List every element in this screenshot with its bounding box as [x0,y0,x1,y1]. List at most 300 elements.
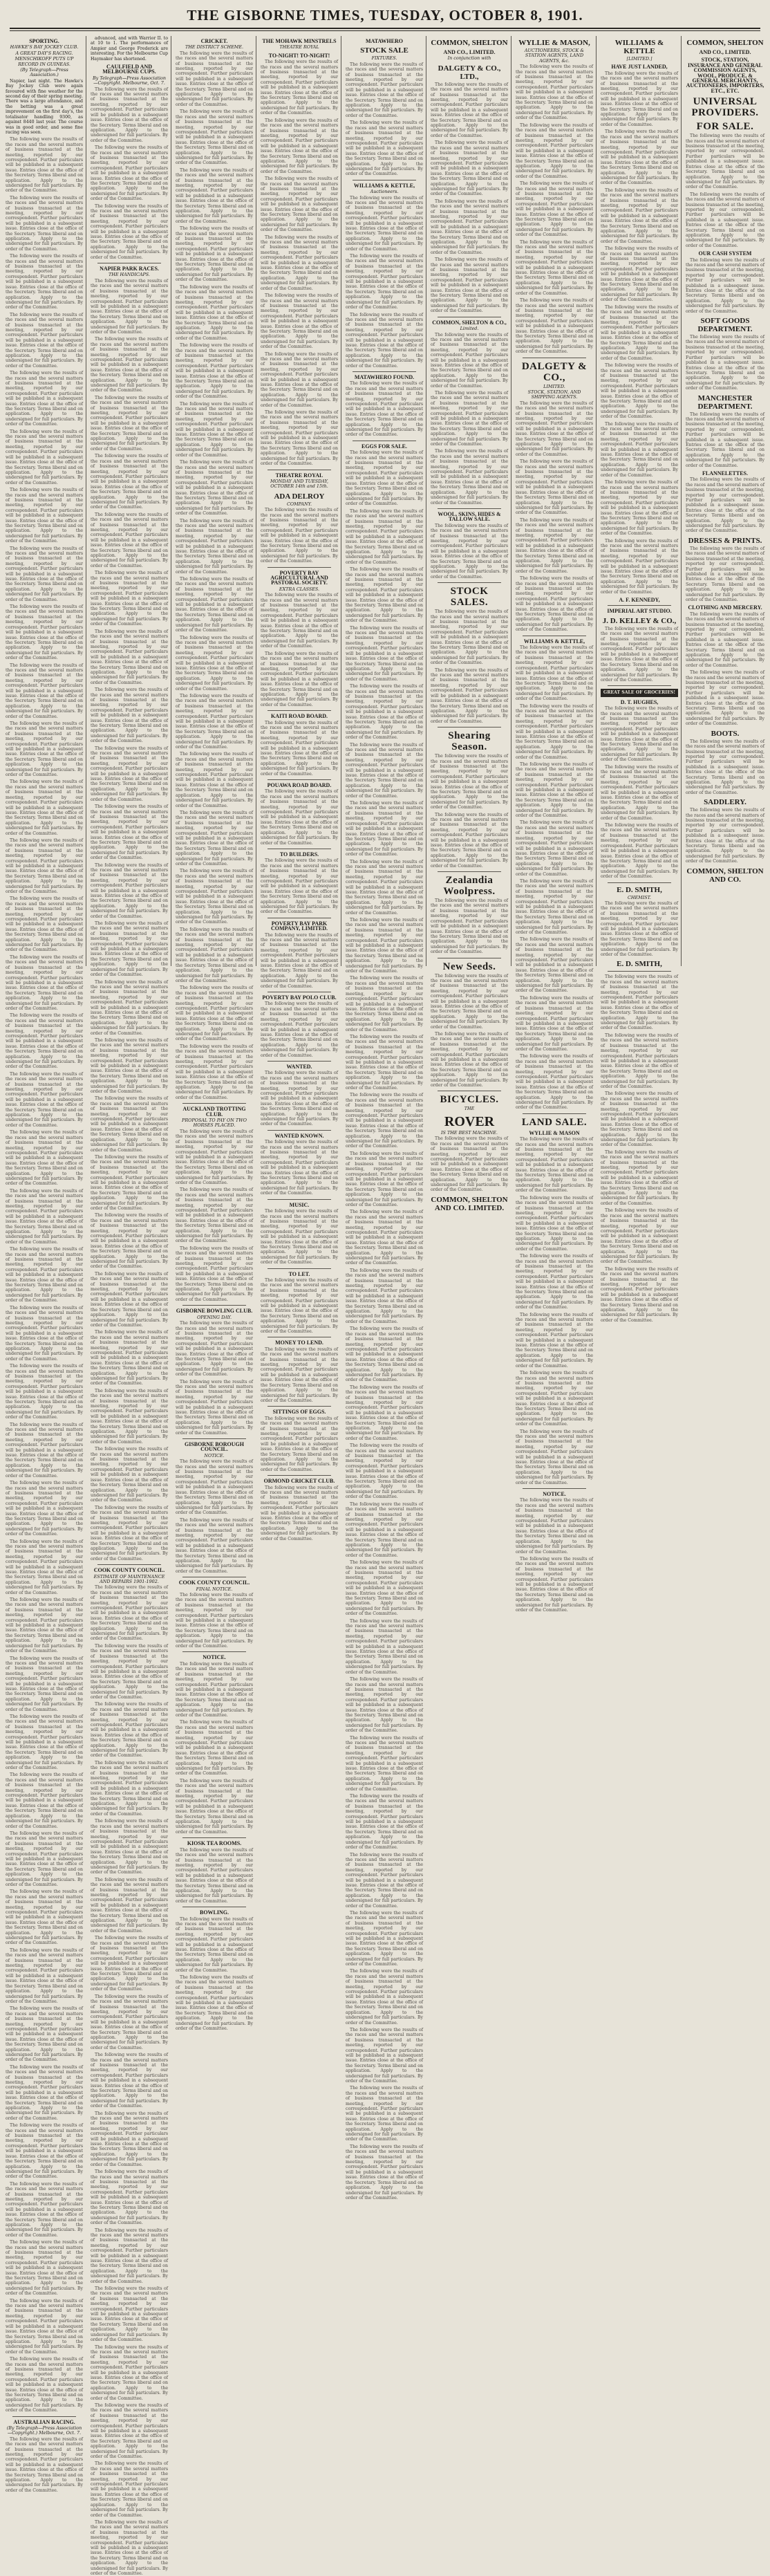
article-text: The following were the results of the races and the several matters of business transacted at the meeting, reported by our correspondent. Further particulars will be published in a subsequent issue. Entries close at the office of the Secretary. Terms liberal and on application. Apply to the undersigned for full particulars. By order of the Committee. [6,1597,83,1654]
section-heading: EGGS FOR SALE. [361,443,407,450]
section-rule [438,582,501,583]
article-text: The following were the results of the races and the several matters of business transacted at the meeting, reported by our correspondent. Further particulars will be published in a subsequent issue. Entries close at the office of the Secretary. Terms liberal and on application. Apply to the undersigned for full particulars. By order of the Committee. [516,1556,593,1613]
section-subheading: FINAL NOTICE. [196,1586,233,1592]
section-heading: COOK COUNTY COUNCIL. [178,1579,250,1586]
article-text: The following were the results of the races and the several matters of business transacted at the meeting, reported by our correspondent. Further particulars will be published in a subsequent issue. Entries close at the office of the Secretary. Terms liberal and on application. Apply to the undersigned for full particulars. By order of the Committee. [176,752,253,808]
section-subheading: THE DISTRICT SCHEME. [185,44,244,50]
article-text: The following were the results of the races and the several matters of business transacted at the meeting, reported by our correspondent. Further particulars will be published in a subsequent issue. Entries close at the office of the Secretary. Terms liberal and on application. Apply to the undersigned for full particulars. By order of the Committee. [346,1969,423,2026]
section-rule [608,971,671,972]
article-text: The following were the results of the races and the several matters of business transacted at the meeting, reported by our correspondent. Further particulars will be published in a subsequent issue. Entries close at the office of the Secretary. Terms liberal and on application. Apply to the undersigned for full particulars. By order of the Committee. [261,1346,338,1403]
article-text: The following were the results of the races and the several matters of business transacted at the meeting, reported by our correspondent. Further particulars will be published in a subsequent issue. Entries close at the office of the Secretary. Terms liberal and on application. Apply to the undersigned for full particulars. By order of the Committee. [516,1195,593,1252]
article-text: The following were the results of the races and the several matters of business transacted at the meeting, reported by our correspondent. Further particulars will be published in a subsequent issue. Entries close at the office of the Secretary. Terms liberal and on application. Apply to the undersigned for full particulars. By order of the Committee. [261,293,338,350]
article-text: The following were the results of the races and the several matters of business transacted at the meeting, reported by our correspondent. Further particulars will be published in a subsequent issue. Entries close at the office of the Secretary. Terms liberal and on application. Apply to the undersigned for full particulars. By order of the Committee. [346,2086,423,2142]
article-text: The following were the results of the races and the several matters of business transacted at the meeting, reported by our correspondent. Further particulars will be published in a subsequent issue. Entries close at the office of the Secretary. Terms liberal and on application. Apply to the undersigned for full particulars. By order of the Committee. [91,1585,168,1642]
article-text: The following were the results of the races and the several matters of business transacted at the meeting, reported by our correspondent. Further particulars will be published in a subsequent issue. Entries close at the office of the Secretary. Terms liberal and on application. Apply to the undersigned for full particulars. By order of the Committee. [346,62,423,118]
article-text: The following were the results of the races and the several matters of business transacted at the meeting, reported by our correspondent. Further particulars will be published in a subsequent issue. Entries close at the office of the Secretary. Terms liberal and on application. Apply to the undersigned for full particulars. By order of the Committee. [601,187,678,244]
article-text: The following were the results of the races and the several matters of business transacted at the meeting, reported by our correspondent. Further particulars will be published in a subsequent issue. Entries close at the office of the Secretary. Terms liberal and on application. Apply to the undersigned for full particulars. By order of the Committee. [6,488,83,544]
article-text: The following were the results of the races and the several matters of business transacted at the meeting, reported by our correspondent. Further particulars will be published in a subsequent issue. Entries close at the office of the Secretary. Terms liberal and on application. Apply to the undersigned for full particulars. By order of the Committee. [176,1459,253,1516]
article-text: The following were the results of the races and the several matters of business transacted at the meeting, reported by our correspondent. Further particulars will be published in a subsequent issue. Entries close at the office of the Secretary. Terms liberal and on application. Apply to the undersigned for full particulars. By order of the Committee. [346,567,423,624]
article-text: The following were the results of the races and the several matters of business transacted at the meeting, reported by our correspondent. Further particulars will be published in a subsequent issue. Entries close at the office of the Secretary. Terms liberal and on application. Apply to the undersigned for full particulars. By order of the Committee. [91,979,168,1036]
section-subheading: IS THE BEST MACHINE. [441,1129,498,1136]
article-text: The following were the results of the races and the several matters of business transacted at the meeting, reported by our correspondent. Further particulars will be published in a subsequent issue. Entries close at the office of the Secretary. Terms liberal and on application. Apply to the undersigned for full particulars. By order of the Committee. [91,2461,168,2518]
article-text: The following were the results of the races and the several matters of business transacted at the meeting, reported by our correspondent. Further particulars will be published in a subsequent issue. Entries close at the office of the Secretary. Terms liberal and on application. Apply to the undersigned for full particulars. By order of the Committee. [91,1994,168,2050]
article-text: The following were the results of the races and the several matters of business transacted at the meeting, reported by our correspondent. Further particulars will be published in a subsequent issue. Entries close at the office of the Secretary. Terms liberal and on application. Apply to the undersigned for full particulars. By order of the Committee. [176,109,253,166]
section-heading: SITTINGS OF EGGS. [272,1409,326,1416]
ad-subheading: CHEMIST. [628,894,651,900]
article-text: The following were the results of the races and the several matters of business transacted at the meeting, reported by our correspondent. Further particulars will be published in a subsequent issue. Entries close at the office of the Secretary. Terms liberal and on application. Apply to the undersigned for full particulars. By order of the Committee. [516,576,593,633]
article-text: The following were the results of the races and the several matters of business transacted at the meeting, reported by our correspondent. Further particulars will be published in a subsequent issue. Entries close at the office of the Secretary. Terms liberal and on application. Apply to the undersigned for full particulars. By order of the Committee. [431,812,508,869]
article-text: The following were the results of the races and the several matters of business transacted at the meeting, reported by our correspondent. Further particulars will be published in a subsequent issue. Entries close at the office of the Secretary. Terms liberal and on application. Apply to the undersigned for full particulars. By order of the Committee. [91,745,168,802]
section-heading: NAPIER PARK RACES. [100,266,159,272]
section-heading: POVERTY BAY AGRICULTURAL AND PASTORAL SOCIETY. [270,569,328,586]
article-text: The following were the results of the races and the several matters of business transacted at the meeting, reported by our correspondent. Further particulars will be published in a subsequent issue. Entries close at the office of the Secretary. Terms liberal and on application. Apply to the undersigned for full particulars. By order of the Committee. [261,651,338,707]
section-rule [523,1113,586,1114]
article-text: The following were the results of the races and the several matters of business transacted at the meeting, reported by our correspondent. Further particulars will be published in a subsequent issue. Entries close at the office of the Secretary. Terms liberal and on application. Apply to the undersigned for full particulars. By order of the Committee. [6,1364,83,1420]
article-text: The following were the results of the races and the several matters of business transacted at the meeting, reported by our correspondent. Further particulars will be published in a subsequent issue. Entries close at the office of the Secretary. Terms liberal and on application. Apply to the undersigned for full particulars. By order of the Committee. [516,239,593,296]
section-subheading: A GREAT DAY'S RACING. [15,50,73,56]
section-rule [182,1438,246,1439]
article-text: The following were the results of the races and the several matters of business transacted at the meeting, reported by our correspondent. Further particulars will be published in a subsequent issue. Entries close at the office of the Secretary. Terms liberal and on application. Apply to the undersigned for full particulars. By order of the Committee. [176,1661,253,1718]
article-text: The following were the results of the races and the several matters of business transacted at the meeting, reported by our correspondent. Further particulars will be published in a subsequent issue. Entries close at the office of the Secretary. Terms liberal and on application. Apply to the undersigned for full particulars. By order of the Committee. [6,604,83,661]
ad-heading: SOFT GOODS DEPARTMENT. [697,317,753,334]
article-text: The following were the results of the races and the several matters of business transacted at the meeting, reported by our correspondent. Further particulars will be published in a subsequent issue. Entries close at the office of the Secretary. Terms liberal and on application. Apply to the undersigned for full particulars. By order of the Committee. [176,1916,253,1973]
section-heading: GISBORNE BOWLING CLUB. [176,1308,253,1315]
article-text: The following were the results of the races and the several matters of business transacted at the meeting, reported by our correspondent. Further particulars will be published in a subsequent issue. Entries close at the office of the Secretary. Terms liberal and on application. Apply to the undersigned for full particulars. By order of the Committee. [346,742,423,799]
ad-heading: FLANNELETTES. [702,470,749,476]
section-subheading: OPENING DAY. [197,1314,232,1320]
article-text: The following were the results of the races and the several matters of business transacted at the meeting, reported by our correspondent. Further particulars will be published in a subsequent issue. Entries close at the office of the Secretary. Terms liberal and on application. Apply to the undersigned for full particulars. By order of the Committee. [601,480,678,537]
article-text: The following were the results of the races and the several matters of business transacted at the meeting, reported by our correspondent. Further particulars will be published in a subsequent issue. Entries close at the office of the Secretary. Terms liberal and on application. Apply to the undersigned for full particulars. By order of the Committee. [346,120,423,177]
article-text: The following were the results of the races and the several matters of business transacted at the meeting, reported by our correspondent. Further particulars will be published in a subsequent issue. Entries close at the office of the Secretary. Terms liberal and on application. Apply to the undersigned for full particulars. By order of the Committee. [6,195,83,252]
article-text: The following were the results of the races and the several matters of business transacted at the meeting, reported by our correspondent. Further particulars will be published in a subsequent issue. Entries close at the office of the Secretary. Terms liberal and on application. Apply to the undersigned for full particulars. By order of the Committee. [91,86,168,143]
section-rule [608,882,671,883]
article-text: The following were the results of the races and the several matters of business transacted at the meeting, reported by our correspondent. Further particulars will be published in a subsequent issue. Entries close at the office of the Secretary. Terms liberal and on application. Apply to the undersigned for full particulars. By order of the Committee. [431,332,508,389]
section-rule [438,508,501,509]
ad-heading: IMPERIAL ART STUDIO. [607,608,672,615]
article-text: The following were the results of the races and the several matters of business transacted at the meeting, reported by our correspondent. Further particulars will be published in a subsequent issue. Entries close at the office of the Secretary. Terms liberal and on application. Apply to the undersigned for full particulars. By order of the Committee. [516,400,593,457]
article-text: The following were the results of the races and the several matters of business transacted at the meeting, reported by our correspondent. Further particulars will be published in a subsequent issue. Entries close at the office of the Secretary. Terms liberal and on application. Apply to the undersigned for full particulars. By order of the Committee. [346,254,423,311]
ad-heading: WILLIAMS & KETTLE [614,39,664,55]
ad-subheading: AUCTIONEERS, STOCK & STATION AGENTS, LAND AGENTS, &c. [524,48,585,64]
article-text: The following were the results of the races and the several matters of business transacted at the meeting, reported by our correspondent. Further particulars will be published in a subsequent issue. Entries close at the office of the Secretary. Terms liberal and on application. Apply to the undersigned for full particulars. By order of the Committee. [346,450,423,507]
article-text: The following were the results of the races and the several matters of business transacted at the meeting, reported by our correspondent. Further particulars will be published in a subsequent issue. Entries close at the office of the Secretary. Terms liberal and on application. Apply to the undersigned for full particulars. By order of the Committee. [431,257,508,314]
column-cricket [176,36,253,2032]
section-rule [267,1475,331,1476]
article-text: The following were the results of the races and the several matters of business transacted at the meeting, reported by our correspondent. Further particulars will be published in a subsequent issue. Entries close at the office of the Secretary. Terms liberal and on application. Apply to the undersigned for full particulars. By order of the Committee. [6,2181,83,2238]
article-text: The following were the results of the races and the several matters of business transacted at the meeting, reported by our correspondent. Further particulars will be published in a subsequent issue. Entries close at the office of the Secretary. Terms liberal and on application. Apply to the undersigned for full particulars. By order of the Committee. [601,626,678,683]
article-text: The following were the results of the races and the several matters of business transacted at the meeting, reported by our correspondent. Further particulars will be published in a subsequent issue. Entries close at the office of the Secretary. Terms liberal and on application. Apply to the undersigned for full particulars. By order of the Committee. [516,820,593,877]
ad-heading: Zealandia Woolpress. [443,875,496,898]
article-text: The following were the results of the races and the several matters of business transacted at the meeting, reported by our correspondent. Further particulars will be published in a subsequent issue. Entries close at the office of the Secretary. Terms liberal and on application. Apply to the undersigned for full particulars. By order of the Committee. [176,1778,253,1835]
article-text: The following were the results of the races and the several matters of business transacted at the meeting, reported by our correspondent. Further particulars will be published in a subsequent issue. Entries close at the office of the Secretary. Terms liberal and on application. Apply to the undersigned for full particulars. By order of the Committee. [346,1151,423,1207]
article-text: The following were the results of the races and the several matters of business transacted at the meeting, reported by our correspondent. Further particulars will be published in a subsequent issue. Entries close at the office of the Secretary. Terms liberal and on application. Apply to the undersigned for full particulars. By order of the Committee. [516,459,593,516]
column-williams-kettle [601,36,678,1323]
article-text: The following were the results of the races and the several matters of business transacted at the meeting, reported by our correspondent. Further particulars will be published in a subsequent issue. Entries close at the office of the Secretary. Terms liberal and on application. Apply to the undersigned for full particulars. By order of the Committee. [6,1889,83,1946]
article-text: The following were the results of the races and the several matters of business transacted at the meeting, reported by our correspondent. Further particulars will be published in a subsequent issue. Entries close at the office of the Secretary. Terms liberal and on application. Apply to the undersigned for full particulars. By order of the Committee. [346,1268,423,1324]
article-text: The following were the results of the races and the several matters of business transacted at the meeting, reported by our correspondent. Further particulars will be published in a subsequent issue. Entries close at the office of the Secretary. Terms liberal and on application. Apply to the undersigned for full particulars. By order of the Committee. [91,1760,168,1817]
article-text: The following were the results of the races and the several matters of business transacted at the meeting, reported by our correspondent. Further particulars will be published in a subsequent issue. Entries close at the office of the Secretary. Terms liberal and on application. Apply to the undersigned for full particulars. By order of the Committee. [431,1136,508,1193]
article-text: The following were the results of the races and the several matters of business transacted at the meeting, reported by our correspondent. Further particulars will be published in a subsequent issue. Entries close at the office of the Secretary. Terms liberal and on application. Apply to the undersigned for full particulars. By order of the Committee. [431,609,508,666]
section-subheading: THE [464,1106,475,1112]
article-text: The following were the results of the races and the several matters of business transacted at the meeting, reported by our correspondent. Further particulars will be published in a subsequent issue. Entries close at the office of the Secretary. Terms liberal and on application. Apply to the undersigned for full particulars. By order of the Committee. [431,390,508,447]
section-heading: WANTED. [286,1063,312,1070]
article-text: The following were the results of the races and the several matters of business transacted at the meeting, reported by our correspondent. Further particulars will be published in a subsequent issue. Entries close at the office of the Secretary. Terms liberal and on application. Apply to the undersigned for full particulars. By order of the Committee. [176,401,253,458]
article-text: The following were the results of the races and the several matters of business transacted at the meeting, reported by our correspondent. Further particulars will be published in a subsequent issue. Entries close at the office of the Secretary. Terms liberal and on application. Apply to the undersigned for full particulars. By order of the Committee. [431,523,508,580]
article-text: The following were the results of the races and the several matters of business transacted at the meeting, reported by our correspondent. Further particulars will be published in a subsequent issue. Entries close at the office of the Secretary. Terms liberal and on application. Apply to the undersigned for full particulars. By order of the Committee. [6,2006,83,2063]
article-text: The following were the results of the races and the several matters of business transacted at the meeting, reported by our correspondent. Further particulars will be published in a subsequent issue. Entries close at the office of the Secretary. Terms liberal and on application. Apply to the undersigned for full particulars. By order of the Committee. [516,1054,593,1111]
section-heading: NOTICE. [543,1491,566,1498]
article-text: The following were the results of the races and the several matters of business transacted at the meeting, reported by our correspondent. Further particulars will be published in a subsequent issue. Entries close at the office of the Secretary. Terms liberal and on application. Apply to the undersigned for full particulars. By order of the Committee. [261,118,338,174]
section-heading: AUSTRALIAN RACING. [13,2418,75,2425]
article-text: The following were the results of the races and the several matters of business transacted at the meeting, reported by our correspondent. Further particulars will be published in a subsequent issue. Entries close at the office of the Secretary. Terms liberal and on application. Apply to the undersigned for full particulars. By order of the Committee. [91,512,168,568]
section-subheading: PROPOSAL TO PAY ON TWO HORSES PLACED. [182,1118,247,1129]
article-text: The following were the results of the races and the several matters of business transacted at the meeting, reported by our correspondent. Further particulars will be published in a subsequent issue. Entries close at the office of the Secretary. Terms liberal and on application. Apply to the undersigned for full particulars. By order of the Committee. [91,1447,168,1503]
article-text: The following were the results of the races and the several matters of business transacted at the meeting, reported by our correspondent. Further particulars will be published in a subsequent issue. Entries close at the office of the Secretary. Terms liberal and on application. Apply to the undersigned for full particulars. By order of the Committee. [516,64,593,121]
article-text: The following were the results of the races and the several matters of business transacted at the meeting, reported by our correspondent. Further particulars will be published in a subsequent issue. Entries close at the office of the Secretary. Terms liberal and on application. Apply to the undersigned for full particulars. By order of the Committee. [6,429,83,485]
article-text: The following were the results of the races and the several matters of business transacted at the meeting, reported by our correspondent. Further particulars will be published in a subsequent issue. Entries close at the office of the Secretary. Terms liberal and on application. Apply to the undersigned for full particulars. By order of the Committee. [601,363,678,420]
article-text: The following were the results of the races and the several matters of business transacted at the meeting, reported by our correspondent. Further particulars will be published in a subsequent issue. Entries close at the office of the Secretary. Terms liberal and on application. Apply to the undersigned for full particulars. By order of the Committee. [91,2053,168,2109]
section-subheading: ESTIMATE OF MAINTENANCE AND REPAIRS 1901-1902. [93,1573,165,1584]
section-heading: MUSIC. [289,1201,310,1208]
ad-heading: A. F. KENNEDY, [619,597,660,604]
section-heading: BOWLING. [199,1909,229,1916]
article-text: The following were the results of the races and the several matters of business transacted at the meeting, reported by our correspondent. Further particulars will be published in a subsequent issue. Entries close at the office of the Secretary. Terms liberal and on application. Apply to the undersigned for full particulars. By order of the Committee. [346,1210,423,1266]
article-text: The following were the results of the races and the several matters of business transacted at the meeting, reported by our correspondent. Further particulars will be published in a subsequent issue. Entries close at the office of the Secretary. Terms liberal and on application. Apply to the undersigned for full particulars. By order of the Committee. [6,1247,83,1304]
article-text: The following were the results of the races and the several matters of business transacted at the meeting, reported by our correspondent. Further particulars will be published in a subsequent issue. Entries close at the office of the Secretary. Terms liberal and on application. Apply to the undersigned for full particulars. By order of the Committee. [346,625,423,682]
byline: (By Telegraph—Press Association—Copyright.) Melbourne, Oct. 7. [6,2425,82,2436]
section-subheading: HAWKE'S BAY JOCKEY CLUB. [10,44,79,50]
article-text: The following were the results of the races and the several matters of business transacted at the meeting, reported by our correspondent. Further particulars will be published in a subsequent issue. Entries close at the office of the Secretary. Terms liberal and on application. Apply to the undersigned for full particulars. By order of the Committee. [261,858,338,915]
article-text: The following were the results of the races and the several matters of business transacted at the meeting, reported by our correspondent. Further particulars will be published in a subsequent issue. Entries close at the office of the Secretary. Terms liberal and on application. Apply to the undersigned for full particulars. By order of the Committee. [601,538,678,595]
article-text: The following were the results of the races and the several matters of business transacted at the meeting, reported by our correspondent. Further particulars will be published in a subsequent issue. Entries close at the office of the Secretary. Terms liberal and on application. Apply to the undersigned for full particulars. By order of the Committee. [261,1277,338,1335]
section-rule [438,727,501,728]
article-text: The following were the results of the races and the several matters of business transacted at the meeting, reported by our correspondent. Further particulars will be published in a subsequent issue. Entries close at the office of the Secretary. Terms liberal and on application. Apply to the undersigned for full particulars. By order of the Committee. [176,693,253,750]
article-text: The following were the results of the races and the several matters of business transacted at the meeting, reported by our correspondent. Further particulars will be published in a subsequent issue. Entries close at the office of the Secretary. Terms liberal and on application. Apply to the undersigned for full particulars. By order of the Committee. [176,1379,253,1436]
article-text: The following were the results of the races and the several matters of business transacted at the meeting, reported by our correspondent. Further particulars will be published in a subsequent issue. Entries close at the office of the Secretary. Terms liberal and on application. Apply to the undersigned for full particulars. By order of the Committee. [91,1271,168,1328]
article-text: The following were the results of the races and the several matters of business transacted at the meeting, reported by our correspondent. Further particulars will be published in a subsequent issue. Entries close at the office of the Secretary. Terms liberal and on application. Apply to the undersigned for full particulars. By order of the Committee. [176,1847,253,1904]
article-text: The following were the results of the races and the several matters of business transacted at the meeting, reported by our correspondent. Further particulars will be published in a subsequent issue. Entries close at the office of the Secretary. Terms liberal and on application. Apply to the undersigned for full particulars. By order of the Committee. [686,411,764,468]
section-rule [438,871,501,872]
section-rule [182,1837,246,1838]
article-text: The following were the results of the races and the several matters of business transacted at the meeting, reported by our correspondent. Further particulars will be published in a subsequent issue. Entries close at the office of the Secretary. Terms liberal and on application. Apply to the undersigned for full particulars. By order of the Committee. [346,312,423,369]
section-heading: TO BUILDERS. [279,851,319,858]
article-text: The following were the results of the races and the several matters of business transacted at the meeting, reported by our correspondent. Further particulars will be published in a subsequent issue. Entries close at the office of the Secretary. Terms liberal and on application. Apply to the undersigned for full particulars. By order of the Committee. [516,1254,593,1310]
section-rule [267,710,331,711]
article-text: The following were the results of the races and the several matters of business transacted at the meeting, reported by our correspondent. Further particulars will be published in a subsequent issue. Entries close at the office of the Secretary. Terms liberal and on application. Apply to the undersigned for full particulars. By order of the Committee. [176,1245,253,1302]
article-text: The following were the results of the races and the several matters of business transacted at the meeting, reported by our correspondent. Further particulars will be published in a subsequent issue. Entries close at the office of the Secretary. Terms liberal and on application. Apply to the undersigned for full particulars. By order of the Committee. [91,2169,168,2226]
article-text: The following were the results of the races and the several matters of business transacted at the meeting, reported by our correspondent. Further particulars will be published in a subsequent issue. Entries close at the office of the Secretary. Terms liberal and on application. Apply to the undersigned for full particulars. By order of the Committee. [346,976,423,1032]
section-rule [267,1061,331,1062]
article-text: The following were the results of the races and the several matters of business transacted at the meeting, reported by our correspondent. Further particulars will be published in a subsequent issue. Entries close at the office of the Secretary. Terms liberal and on application. Apply to the undersigned for full particulars. By order of the Committee. [516,181,593,238]
section-heading: THE MOHAWK MINSTRELS [262,38,337,44]
article-text: The following were the results of the races and the several matters of business transacted at the meeting, reported by our correspondent. Further particulars will be published in a subsequent issue. Entries close at the office of the Secretary. Terms liberal and on application. Apply to the undersigned for full particulars. By order of the Committee. [91,1096,168,1153]
article-text: The following were the results of the races and the several matters of business transacted at the meeting, reported by our correspondent. Further particulars will be published in a subsequent issue. Entries close at the office of the Secretary. Terms liberal and on application. Apply to the undersigned for full particulars. By order of the Committee. [6,2064,83,2121]
article-text: The following were the results of the races and the several matters of business transacted at the meeting, reported by our correspondent. Further particulars will be published in a subsequent issue. Entries close at the office of the Secretary. Terms liberal and on application. Apply to the undersigned for full particulars. By order of the Committee. [176,1187,253,1244]
article-text: The following were the results of the races and the several matters of business transacted at the meeting, reported by our correspondent. Further particulars will be published in a subsequent issue. Entries close at the office of the Secretary. Terms liberal and on application. Apply to the undersigned for full particulars. By order of the Committee. [91,2111,168,2167]
article-text: The following were the results of the races and the several matters of business transacted at the meeting, reported by our correspondent. Further particulars will be published in a subsequent issue. Entries close at the office of the Secretary. Terms liberal and on application. Apply to the undersigned for full particulars. By order of the Committee. [346,2144,423,2200]
article-text: The following were the results of the races and the several matters of business transacted at the meeting, reported by our correspondent. Further particulars will be published in a subsequent issue. Entries close at the office of the Secretary. Terms liberal and on application. Apply to the undersigned for full particulars. By order of the Committee. [261,59,338,116]
article-text: The following were the results of the races and the several matters of business transacted at the meeting, reported by our correspondent. Further particulars will be published in a subsequent issue. Entries close at the office of the Secretary. Terms liberal and on application. Apply to the undersigned for full particulars. By order of the Committee. [516,298,593,355]
section-rule [267,567,331,568]
article-text: The following were the results of the races and the several matters of business transacted at the meeting, reported by our correspondent. Further particulars will be published in a subsequent issue. Entries close at the office of the Secretary. Terms liberal and on application. Apply to the undersigned for full particulars. By order of the Committee. [176,1517,253,1574]
section-heading: MONEY TO LEND. [275,1340,323,1346]
article-text: The following were the results of the races and the several matters of business transacted at the meeting, reported by our correspondent. Further particulars will be published in a subsequent issue. Entries close at the office of the Secretary. Terms liberal and on application. Apply to the undersigned for full particulars. By order of the Committee. [91,1505,168,1562]
ad-heading: WYLLIE & MASON, [518,39,590,47]
article-text: Napier, last night. The Hawke's Bay Jockey Club were again favoured with fine weather for the second day of their spring meeting. There was a large attendance, and the betting was a great improvement on the first day's, the totalisator handling 9300, as against 8440 last year. The course was in good order, and some fine racing was seen. [6,78,83,135]
article-text: The following were the results of the races and the several matters of business transacted at the meeting, reported by our correspondent. Further particulars will be published in a subsequent issue. Entries close at the office of the Secretary. Terms liberal and on application. Apply to the undersigned for full particulars. By order of the Committee. [6,837,83,894]
ad-banner: GREAT SALE OF GROCERIES! [601,689,678,696]
ad-heading: COMMON, SHELTON AND CO. [686,867,764,884]
article-text: The following were the results of the races and the several matters of business transacted at the meeting, reported by our correspondent. Further particulars will be published in a subsequent issue. Entries close at the office of the Secretary. Terms liberal and on application. Apply to the undersigned for full particulars. By order of the Committee. [91,804,168,861]
section-heading: POUAWA ROAD BOARD. [267,782,332,789]
article-text: The following were the results of the races and the several matters of business transacted at the meeting, reported by our correspondent. Further particulars will be published in a subsequent issue. Entries close at the office of the Secretary. Terms liberal and on application. Apply to the undersigned for full particulars. By order of the Committee. [176,1044,253,1100]
article-text: The following were the results of the races and the several matters of business transacted at the meeting, reported by our correspondent. Further particulars will be published in a subsequent issue. Entries close at the office of the Secretary. Terms liberal and on application. Apply to the undersigned for full particulars. By order of the Committee. [686,546,764,602]
article-text: The following were the results of the races and the several matters of business transacted at the meeting, reported by our correspondent. Further particulars will be published in a subsequent issue. Entries close at the office of the Secretary. Terms liberal and on application. Apply to the undersigned for full particulars. By order of the Committee. [346,1034,423,1091]
article-text: The following were the results of the races and the several matters of business transacted at the meeting, reported by our correspondent. Further particulars will be published in a subsequent issue. Entries close at the office of the Secretary. Terms liberal and on application. Apply to the undersigned for full particulars. By order of the Committee. [261,789,338,846]
ad-heading: E. D. SMITH, [617,885,662,894]
article-text: The following were the results of the races and the several matters of business transacted at the meeting, reported by our correspondent. Further particulars will be published in a subsequent issue. Entries close at the office of the Secretary. Terms liberal and on application. Apply to the undersigned for full particulars. By order of the Committee. [6,2123,83,2180]
article-text: The following were the results of the races and the several matters of business transacted at the meeting, reported by our correspondent. Further particulars will be published in a subsequent issue. Entries close at the office of the Secretary. Terms liberal and on application. Apply to the undersigned for full particulars. By order of the Committee. [91,337,168,393]
article-text: The following were the results of the races and the several matters of business transacted at the meeting, reported by our correspondent. Further particulars will be published in a subsequent issue. Entries close at the office of the Secretary. Terms liberal and on application. Apply to the undersigned for full particulars. By order of the Committee. [91,2286,168,2343]
article-text: The following were the results of the races and the several matters of business transacted at the meeting, reported by our correspondent. Further particulars will be published in a subsequent issue. Entries close at the office of the Secretary. Terms liberal and on application. Apply to the undersigned for full particulars. By order of the Committee. [601,823,678,880]
ad-heading: FOR SALE. [696,121,754,133]
article-text: The following were the results of the races and the several matters of business transacted at the meeting, reported by our correspondent. Further particulars will be published in a subsequent issue. Entries close at the office of the Secretary. Terms liberal and on application. Apply to the undersigned for full particulars. By order of the Committee. [91,1154,168,1211]
article-text: The following were the results of the races and the several matters of business transacted at the meeting, reported by our correspondent. Further particulars will be published in a subsequent issue. Entries close at the office of the Secretary. Terms liberal and on application. Apply to the undersigned for full particulars. By order of the Committee. [261,1071,338,1127]
article-text: The following were the results of the races and the several matters of business transacted at the meeting, reported by our correspondent. Further particulars will be published in a subsequent issue. Entries close at the office of the Secretary. Terms liberal and on application. Apply to the undersigned for full particulars. By order of the Committee. [6,1772,83,1829]
article-text: The following were the results of the races and the several matters of business transacted at the meeting, reported by our correspondent. Further particulars will be published in a subsequent issue. Entries close at the office of the Secretary. Terms liberal and on application. Apply to the undersigned for full particulars. By order of the Committee. [346,918,423,974]
article-text: The following were the results of the races and the several matters of business transacted at the meeting, reported by our correspondent. Further particulars will be published in a subsequent issue. Entries close at the office of the Secretary. Terms liberal and on application. Apply to the undersigned for full particulars. By order of the Committee. [6,721,83,778]
masthead [0,7,770,30]
article-text: The following were the results of the races and the several matters of business transacted at the meeting, reported by our correspondent. Further particulars will be published in a subsequent issue. Entries close at the office of the Secretary. Terms liberal and on application. Apply to the undersigned for full particulars. By order of the Committee. [6,1947,83,2004]
ad-heading: OUR CASH SYSTEM [698,250,752,257]
ad-heading: STOCK, STATION, INSURANCE AND GENERAL COMMISSION AGENTS, WOOL, PRODUCE, & GENERAL MERCHANTS, AUCTIONEERS, IMPORTERS, ETC., ETC. [686,57,764,94]
section-subheading: In conjunction with [447,55,491,62]
article-text: The following were the results of the races and the several matters of business transacted at the meeting, reported by our correspondent. Further particulars will be published in a subsequent issue. Entries close at the office of the Secretary. Terms liberal and on application. Apply to the undersigned for full particulars. By order of the Committee. [601,764,678,821]
article-text: The following were the results of the races and the several matters of business transacted at the meeting, reported by our correspondent. Further particulars will be published in a subsequent issue. Entries close at the office of the Secretary. Terms liberal and on application. Apply to the undersigned for full particulars. By order of the Committee. [6,1656,83,1712]
article-text: The following were the results of the races and the several matters of business transacted at the meeting, reported by our correspondent. Further particulars will be published in a subsequent issue. Entries close at the office of the Secretary. Terms liberal and on application. Apply to the undersigned for full particulars. By order of the Committee. [176,927,253,983]
ad-subheading: D. T. HUGHES, [620,698,659,705]
ad-heading: BOOTS. [711,729,740,738]
section-heading: MATAWHERO FOUND. [354,373,415,380]
article-text: The following were the results of the races and the several matters of business transacted at the meeting, reported by our correspondent. Further particulars will be published in a subsequent issue. Entries close at the office of the Secretary. Terms liberal and on application. Apply to the undersigned for full particulars. By order of the Committee. [6,371,83,427]
ad-heading: STOCK SALES. [450,586,489,609]
article-text: The following were the results of the races and the several matters of business transacted at the meeting, reported by our correspondent. Further particulars will be published in a subsequent issue. Entries close at the office of the Secretary. Terms liberal and on application. Apply to the undersigned for full particulars. By order of the Committee. [346,1735,423,1792]
column-stock-sale [346,36,423,2200]
article-text: The following were the results of the races and the several matters of business transacted at the meeting, reported by our correspondent. Further particulars will be published in a subsequent issue. Entries close at the office of the Secretary. Terms liberal and on application. Apply to the undersigned for full particulars. By order of the Committee. [516,703,593,760]
article-text: The following were the results of the races and the several matters of business transacted at the meeting, reported by our correspondent. Further particulars will be published in a subsequent issue. Entries close at the office of the Secretary. Terms liberal and on application. Apply to the undersigned for full particulars. By order of the Committee. [91,1213,168,1270]
article-text: The following were the results of the races and the several matters of business transacted at the meeting, reported by our correspondent. Further particulars will be published in a subsequent issue. Entries close at the office of the Secretary. Terms liberal and on application. Apply to the undersigned for full particulars. By order of the Committee. [91,1330,168,1387]
section-heading: POVERTY BAY PARK COMPANY, LIMITED. [270,920,328,932]
article-text: The following were the results of the races and the several matters of business transacted at the meeting, reported by our correspondent. Further particulars will be published in a subsequent issue. Entries close at the office of the Secretary. Terms liberal and on application. Apply to the undersigned for full particulars. By order of the Committee. [516,517,593,574]
article-text: The following were the results of the races and the several matters of business transacted at the meeting, reported by our correspondent. Further particulars will be published in a subsequent issue. Entries close at the office of the Secretary. Terms liberal and on application. Apply to the undersigned for full particulars. By order of the Committee. [346,195,423,252]
article-text: The following were the results of the races and the several matters of business transacted at the meeting, reported by our correspondent. Further particulars will be published in a subsequent issue. Entries close at the office of the Secretary. Terms liberal and on application. Apply to the undersigned for full particulars. By order of the Committee. [6,546,83,602]
section-heading: MATAWHERO [366,38,403,44]
section-heading: POVERTY BAY POLO CLUB. [262,994,337,1001]
article-text: The following were the results of the races and the several matters of business transacted at the meeting, reported by our correspondent. Further particulars will be published in a subsequent issue. Entries close at the office of the Secretary. Terms liberal and on application. Apply to the undersigned for full particulars. By order of the Committee. [346,1443,423,1500]
article-text: The following were the results of the races and the several matters of business transacted at the meeting, reported by our correspondent. Further particulars will be published in a subsequent issue. Entries close at the office of the Secretary. Terms liberal and on application. Apply to the undersigned for full particulars. By order of the Committee. [346,1677,423,1734]
article-text: The following were the results of the races and the several matters of business transacted at the meeting, reported by our correspondent. Further particulars will be published in a subsequent issue. Entries close at the office of the Secretary. Terms liberal and on application. Apply to the undersigned for full particulars. By order of the Committee. [176,635,253,692]
section-heading: COOK COUNTY COUNCIL. [93,1567,165,1574]
section-heading: THEATRE ROYAL [275,472,323,479]
ad-subheading: AND CO., LIMITED. [443,49,496,55]
section-subheading: THEATRE ROYAL [279,44,319,50]
article-text: The following were the results of the races and the several matters of business transacted at the meeting, reported by our correspondent. Further particulars will be published in a subsequent issue. Entries close at the office of the Secretary. Terms liberal and on application. Apply to the undersigned for full particulars. By order of the Committee. [346,381,423,438]
article-text: The following were the results of the races and the several matters of business transacted at the meeting, reported by our correspondent. Further particulars will be published in a subsequent issue. Entries close at the office of the Secretary. Terms liberal and on application. Apply to the undersigned for full particulars. By order of the Committee. [6,779,83,836]
article-text: The following were the results of the races and the several matters of business transacted at the meeting, reported by our correspondent. Further particulars will be published in a subsequent issue. Entries close at the office of the Secretary. Terms liberal and on application. Apply to the undersigned for full particulars. By order of the Committee. [601,1091,678,1148]
article-text: The following were the results of the races and the several matters of business transacted at the meeting, reported by our correspondent. Further particulars will be published in a subsequent issue. Entries close at the office of the Secretary. Terms liberal and on application. Apply to the undersigned for full particulars. By order of the Committee. [516,122,593,179]
article-text: The following were the results of the races and the several matters of business transacted at the meeting, reported by our correspondent. Further particulars will be published in a subsequent issue. Entries close at the office of the Secretary. Terms liberal and on application. Apply to the undersigned for full particulars. By order of the Committee. [686,133,764,190]
article-text: The following were the results of the races and the several matters of business transacted at the meeting, reported by our correspondent. Further particulars will be published in a subsequent issue. Entries close at the office of the Secretary. Terms liberal and on application. Apply to the undersigned for full particulars. By order of the Committee. [516,1498,593,1555]
ad-heading: WILLIAMS & KETTLE, [523,638,585,645]
article-text: The following were the results of the races and the several matters of business transacted at the meeting, reported by our correspondent. Further particulars will be published in a subsequent issue. Entries close at the office of the Secretary. Terms liberal and on application. Apply to the undersigned for full particulars. By order of the Committee. [431,82,508,138]
section-heading: WILLIAMS & KETTLE, [353,182,415,189]
section-subheading: THE HANDICAPS. [109,272,150,278]
section-subheading: Limited. [460,326,479,332]
article-text: The following were the results of the races and the several matters of business transacted at the meeting, reported by our correspondent. Further particulars will be published in a subsequent issue. Entries close at the office of the Secretary. Terms liberal and on application. Apply to the undersigned for full particulars. By order of the Committee. [91,2519,168,2576]
article-text: The following were the results of the races and the several matters of business transacted at the meeting, reported by our correspondent. Further particulars will be published in a subsequent issue. Entries close at the office of the Secretary. Terms liberal and on application. Apply to the undersigned for full particulars. By order of the Committee. [6,2298,83,2355]
ad-heading: New Seeds. [442,961,496,972]
column-common-shelton [431,36,508,1212]
article-text: The following were the results of the races and the several matters of business transacted at the meeting, reported by our correspondent. Further particulars will be published in a subsequent issue. Entries close at the office of the Secretary. Terms liberal and on application. Apply to the undersigned for full particulars. By order of the Committee. [431,1032,508,1088]
article-text: The following were the results of the races and the several matters of business transacted at the meeting, reported by our correspondent. Further particulars will be published in a subsequent issue. Entries close at the office of the Secretary. Terms liberal and on application. Apply to the undersigned for full particulars. By order of the Committee. [261,234,338,291]
article-text: The following were the results of the races and the several matters of business transacted at the meeting, reported by our correspondent. Further particulars will be published in a subsequent issue. Entries close at the office of the Secretary. Terms liberal and on application. Apply to the undersigned for full particulars. By order of the Committee. [346,1093,423,1149]
section-rule [182,1651,246,1652]
article-text: The following were the results of the races and the several matters of business transacted at the meeting, reported by our correspondent. Further particulars will be published in a subsequent issue. Entries close at the office of the Secretary. Terms liberal and on application. Apply to the undersigned for full particulars. By order of the Committee. [346,1326,423,1383]
ad-heading: DRESSES & PRINTS. [688,536,762,545]
article-text: The following were the results of the races and the several matters of business transacted at the meeting, reported by our correspondent. Further particulars will be published in a subsequent issue. Entries close at the office of the Secretary. Terms liberal and on application. Apply to the undersigned for full particulars. By order of the Committee. [516,645,593,702]
article-text: The following were the results of the races and the several matters of business transacted at the meeting, reported by our correspondent. Further particulars will be published in a subsequent issue. Entries close at the office of the Secretary. Terms liberal and on application. Apply to the undersigned for full particulars. By order of the Committee. [346,859,423,916]
section-rule [182,1305,246,1306]
article-text: The following were the results of the races and the several matters of business transacted at the meeting, reported by our correspondent. Further particulars will be published in a subsequent issue. Entries close at the office of the Secretary. Terms liberal and on application. Apply to the undersigned for full particulars. By order of the Committee. [261,1140,338,1196]
section-heading: ORMOND CRICKET CLUB. [263,1478,335,1485]
article-text: The following were the results of the races and the several matters of business transacted at the meeting, reported by our correspondent. Further particulars will be published in a subsequent issue. Entries close at the office of the Secretary. Terms liberal and on application. Apply to the undersigned for full particulars. By order of the Committee. [176,518,253,575]
article-text: The following were the results of the races and the several matters of business transacted at the meeting, reported by our correspondent. Further particulars will be published in a subsequent issue. Entries close at the office of the Secretary. Terms liberal and on application. Apply to the undersigned for full particulars. By order of the Committee. [346,2027,423,2084]
section-heading: KIOSK TEA ROOMS. [187,1840,242,1847]
article-text: The following were the results of the races and the several matters of business transacted at the meeting, reported by our correspondent. Further particulars will be published in a subsequent issue. Entries close at the office of the Secretary. Terms liberal and on application. Apply to the undersigned for full particulars. By order of the Committee. [261,593,338,649]
article-text: The following were the results of the races and the several matters of business transacted at the meeting, reported by our correspondent. Further particulars will be published in a subsequent issue. Entries close at the office of the Secretary. Terms liberal and on application. Apply to the undersigned for full particulars. By order of the Committee. [261,351,338,408]
masthead-rule-thin [10,30,760,31]
section-subheading: COMPANY. [286,501,312,507]
section-rule [353,371,416,372]
masthead-rule [10,28,760,29]
article-text: The following were the results of the races and the several matters of business transacted at the meeting, reported by our correspondent. Further particulars will be published in a subsequent issue. Entries close at the office of the Secretary. Terms liberal and on application. Apply to the undersigned for full particulars. By order of the Committee. [431,973,508,1030]
byline: By Telegraph—Press Association—Copyright. Melbourne, Oct. 7. [92,75,167,86]
article-text: The following were the results of the races and the several matters of business transacted at the meeting, reported by our correspondent. Further particulars will be published in a subsequent issue. Entries close at the office of the Secretary. Terms liberal and on application. Apply to the undersigned for full particulars. By order of the Committee. [431,754,508,810]
ad-subheading: WYLLIE & MASON [529,1129,580,1136]
article-text: The following were the results of the races and the several matters of business transacted at the meeting, reported by our correspondent. Further particulars will be published in a subsequent issue. Entries close at the office of the Secretary. Terms liberal and on application. Apply to the undersigned for full particulars. By order of the Committee. [516,762,593,819]
ad-heading: ADA DELROY [274,492,325,501]
article-text: The following were the results of the races and the several matters of business transacted at the meeting, reported by our correspondent. Further particulars will be published in a subsequent issue. Entries close at the office of the Secretary. Terms liberal and on application. Apply to the undersigned for full particulars. By order of the Committee. [6,1539,83,1595]
section-heading: GISBORNE BOROUGH COUNCIL. [184,1441,244,1453]
ad-heading: MANCHESTER DEPARTMENT. [697,393,753,411]
article-text: The following were the results of the races and the several matters of business transacted at the meeting, reported by our correspondent. Further particulars will be published in a subsequent issue. Entries close at the office of the Secretary. Terms liberal and on application. Apply to the undersigned for full particulars. By order of the Committee. [176,985,253,1042]
ad-heading: ROVER [444,1113,495,1129]
masthead-title: THE GISBORNE TIMES, TUESDAY, OCTOBER 8, 1901. [187,7,583,24]
article-text: The following were the results of the races and the several matters of business transacted at the meeting, reported by our correspondent. Further particulars will be published in a subsequent issue. Entries close at the office of the Secretary. Terms liberal and on application. Apply to the undersigned for full particulars. By order of the Committee. [91,1037,168,1095]
byline: (By Telegraph—Press Association.) [20,67,68,78]
section-rule [608,605,671,606]
ad-subheading: [LIMITED.] [626,56,652,62]
column-universal-providers [686,36,764,970]
article-text: The following were the results of the races and the several matters of business transacted at the meeting, reported by our correspondent. Further particulars will be published in a subsequent issue. Entries close at the office of the Secretary. Terms liberal and on application. Apply to the undersigned for full particulars. By order of the Committee. [601,129,678,186]
article-text: The following were the results of the races and the several matters of business transacted at the meeting, reported by our correspondent. Further particulars will be published in a subsequent issue. Entries close at the office of the Secretary. Terms liberal and on application. Apply to the undersigned for full particulars. By order of the Committee. [346,1560,423,1617]
column-wyllie-mason [516,36,593,1613]
article-text: The following were the results of the races and the several matters of business transacted at the meeting, reported by our correspondent. Further particulars will be published in a subsequent issue. Entries close at the office of the Secretary. Terms liberal and on application. Apply to the undersigned for full particulars. By order of the Committee. [176,1593,253,1649]
column-divider [681,36,682,966]
article-text: The following were the results of the races and the several matters of business transacted at the meeting, reported by our correspondent. Further particulars will be published in a subsequent issue. Entries close at the office of the Secretary. Terms liberal and on application. Apply to the undersigned for full particulars. By order of the Committee. [346,1910,423,1967]
article-text: The following were the results of the races and the several matters of business transacted at the meeting, reported by our correspondent. Further particulars will be published in a subsequent issue. Entries close at the office of the Secretary. Terms liberal and on application. Apply to the undersigned for full particulars. By order of the Committee. [686,477,764,534]
section-rule [97,1564,161,1565]
ad-heading: HAVE JUST LANDED, [611,64,668,71]
ad-heading: DALGETY & CO., LTD., [438,64,501,81]
article-text: The following were the results of the races and the several matters of business transacted at the meeting, reported by our correspondent. Further particulars will be published in a subsequent issue. Entries close at the office of the Secretary. Terms liberal and on application. Apply to the undersigned for full particulars. By order of the Committee. [346,684,423,741]
article-text: The following were the results of the races and the several matters of business transacted at the meeting, reported by our correspondent. Further particulars will be published in a subsequent issue. Entries close at the office of the Secretary. Terms liberal and on application. Apply to the undersigned for full particulars. By order of the Committee. [346,1384,423,1441]
article-text: The following were the results of the races and the several matters of business transacted at the meeting, reported by our correspondent. Further particulars will be published in a subsequent issue. Entries close at the office of the Secretary. Terms liberal and on application. Apply to the undersigned for full particulars. By order of the Committee. [6,1188,83,1245]
ad-heading: COMMON, SHELTON [431,39,508,47]
section-rule [523,1488,586,1489]
article-text: The following were the results of the races and the several matters of business transacted at the meeting, reported by our correspondent. Further particulars will be published in a subsequent issue. Entries close at the office of the Secretary. Terms liberal and on application. Apply to the undersigned for full particulars. By order of the Committee. [91,1388,168,1445]
article-text: The following were the results of the races and the several matters of business transacted at the meeting, reported by our correspondent. Further particulars will be published in a subsequent issue. Entries close at the office of the Secretary. Terms liberal and on application. Apply to the undersigned for full particulars. By order of the Committee. [6,1305,83,1362]
article-text: The following were the results of the races and the several matters of business transacted at the meeting, reported by our correspondent. Further particulars will be published in a subsequent issue. Entries close at the office of the Secretary. Terms liberal and on application. Apply to the undersigned for full particulars. By order of the Committee. [6,312,83,369]
article-text: The following were the results of the races and the several matters of business transacted at the meeting, reported by our correspondent. Further particulars will be published in a subsequent issue. Entries close at the office of the Secretary. Terms liberal and on application. Apply to the undersigned for full particulars. By order of the Committee. [346,1501,423,1558]
article-text: The following were the results of the races and the several matters of business transacted at the meeting, reported by our correspondent. Further particulars will be published in a subsequent issue. Entries close at the office of the Secretary. Terms liberal and on application. Apply to the undersigned for full particulars. By order of the Committee. [91,278,168,335]
article-text: The following were the results of the races and the several matters of business transacted at the meeting, reported by our correspondent. Further particulars will be published in a subsequent issue. Entries close at the office of the Secretary. Terms liberal and on application. Apply to the undersigned for full particulars. By order of the Committee. [686,611,764,668]
article-text: The following were the results of the races and the several matters of business transacted at the meeting, reported by our correspondent. Further particulars will be published in a subsequent issue. Entries close at the office of the Secretary. Terms liberal and on application. Apply to the undersigned for full particulars. By order of the Committee. [91,687,168,744]
article-text: The following were the results of the races and the several matters of business transacted at the meeting, reported by our correspondent. Further particulars will be published in a subsequent issue. Entries close at the office of the Secretary. Terms liberal and on application. Apply to the undersigned for full particulars. By order of the Committee. [686,335,764,391]
ad-heading: LAND SALE. [521,1116,588,1128]
article-text: The following were the results of the races and the several matters of business transacted at the meeting, reported by our correspondent. Further particulars will be published in a subsequent issue. Entries close at the office of the Secretary. Terms liberal and on application. Apply to the undersigned for full particulars. By order of the Committee. [91,2402,168,2460]
article-text: The following were the results of the races and the several matters of business transacted at the meeting, reported by our correspondent. Further particulars will be published in a subsequent issue. Entries close at the office of the Secretary. Terms liberal and on application. Apply to the undersigned for full particulars. By order of the Committee. [6,1071,83,1128]
article-text: The following were the results of the races and the several matters of business transacted at the meeting, reported by our correspondent. Further particulars will be published in a subsequent issue. Entries close at the office of the Secretary. Terms liberal and on application. Apply to the undersigned for full particulars. By order of the Committee. [686,808,764,864]
article-text: The following were the results of the races and the several matters of business transacted at the meeting, reported by our correspondent. Further particulars will be published in a subsequent issue. Entries close at the office of the Secretary. Terms liberal and on application. Apply to the undersigned for full particulars. By order of the Committee. [176,810,253,867]
section-rule [12,2416,76,2417]
article-text: The following were the results of the races and the several matters of business transacted at the meeting, reported by our correspondent. Further particulars will be published in a subsequent issue. Entries close at the office of the Secretary. Terms liberal and on application. Apply to the undersigned for full particulars. By order of the Committee. [91,629,168,685]
article-text: The following were the results of the races and the several matters of business transacted at the meeting, reported by our correspondent. Further particulars will be published in a subsequent issue. Entries close at the office of the Secretary. Terms liberal and on application. Apply to the undersigned for full particulars. By order of the Committee. [176,50,253,107]
section-heading: WANTED KNOWN. [274,1132,324,1139]
article-text: The following were the results of the races and the several matters of business transacted at the meeting, reported by our correspondent. Further particulars will be published in a subsequent issue. Entries close at the office of the Secretary. Terms liberal and on application. Apply to the undersigned for full particulars. By order of the Committee. [346,801,423,858]
article-text: The following were the results of the races and the several matters of business transacted at the meeting, reported by our correspondent. Further particulars will be published in a subsequent issue. Entries close at the office of the Secretary. Terms liberal and on application. Apply to the undersigned for full particulars. By order of the Committee. [176,577,253,633]
article-text: The following were the results of the races and the several matters of business transacted at the meeting, reported by our correspondent. Further particulars will be published in a subsequent issue. Entries close at the office of the Secretary. Terms liberal and on application. Apply to the undersigned for full particulars. By order of the Committee. [516,1371,593,1427]
article-text: The following were the results of the races and the several matters of business transacted at the meeting, reported by our correspondent. Further particulars will be published in a subsequent issue. Entries close at the office of the Secretary. Terms liberal and on application. Apply to the undersigned for full particulars. By order of the Committee. [91,862,168,919]
article-text: The following were the results of the races and the several matters of business transacted at the meeting, reported by our correspondent. Further particulars will be published in a subsequent issue. Entries close at the office of the Secretary. Terms liberal and on application. Apply to the undersigned for full particulars. By order of the Committee. [176,460,253,517]
article-text: The following were the results of the races and the several matters of business transacted at the meeting, reported by our correspondent. Further particulars will be published in a subsequent issue. Entries close at the office of the Secretary. Terms liberal and on application. Apply to the undersigned for full particulars. By order of the Committee. [6,254,83,311]
article-text: The following were the results of the races and the several matters of business transacted at the meeting, reported by our correspondent. Further particulars will be published in a subsequent issue. Entries close at the office of the Secretary. Terms liberal and on application. Apply to the undersigned for full particulars. By order of the Committee. [516,995,593,1052]
article-text: The following were the results of the races and the several matters of business transacted at the meeting, reported by our correspondent. Further particulars will be published in a subsequent issue. Entries close at the office of the Secretary. Terms liberal and on application. Apply to the undersigned for full particulars. By order of the Committee. [6,954,83,1011]
ad-heading: COMMON, SHELTON [686,39,764,47]
ad-heading: J. D. KELLEY & CO., [602,616,677,625]
article-text: The following were the results of the races and the several matters of business transacted at the meeting, reported by our correspondent. Further particulars will be published in a subsequent issue. Entries close at the office of the Secretary. Terms liberal and on application. Apply to the undersigned for full particulars. By order of the Committee. [6,2240,83,2297]
article-text: The following were the results of the races and the several matters of business transacted at the meeting, reported by our correspondent. Further particulars will be published in a subsequent issue. Entries close at the office of the Secretary. Terms liberal and on application. Apply to the undersigned for full particulars. By order of the Committee. [686,739,764,795]
article-text: The following were the results of the races and the several matters of business transacted at the meeting, reported by our correspondent. Further particulars will be published in a subsequent issue. Entries close at the office of the Secretary. Terms liberal and on application. Apply to the undersigned for full particulars. By order of the Committee. [516,878,593,935]
article-text: The following were the results of the races and the several matters of business transacted at the meeting, reported by our correspondent. Further particulars will be published in a subsequent issue. Entries close at the office of the Secretary. Terms liberal and on application. Apply to the undersigned for full particulars. By order of the Committee. [176,226,253,283]
article-text: The following were the results of the races and the several matters of business transacted at the meeting, reported by our correspondent. Further particulars will be published in a subsequent issue. Entries close at the office of the Secretary. Terms liberal and on application. Apply to the undersigned for full particulars. By order of the Committee. [91,921,168,978]
section-rule [267,1199,331,1200]
article-text: The following were the results of the races and the several matters of business transacted at the meeting, reported by our correspondent. Further particulars will be published in a subsequent issue. Entries close at the office of the Secretary. Terms liberal and on application. Apply to the undersigned for full particulars. By order of the Committee. [601,1266,678,1323]
article-text: The following were the results of the races and the several matters of business transacted at the meeting, reported by our correspondent. Further particulars will be published in a subsequent issue. Entries close at the office of the Secretary. Terms liberal and on application. Apply to the undersigned for full particulars. By order of the Committee. [431,198,508,255]
article-text: The following were the results of the races and the several matters of business transacted at the meeting, reported by our correspondent. Further particulars will be published in a subsequent issue. Entries close at the office of the Secretary. Terms liberal and on application. Apply to the undersigned for full particulars. By order of the Committee. [6,1130,83,1187]
article-text: The following were the results of the races and the several matters of business transacted at the meeting, reported by our correspondent. Further particulars will be published in a subsequent issue. Entries close at the office of the Secretary. Terms liberal and on application. Apply to the undersigned for full particulars. By order of the Committee. [176,1720,253,1777]
article-text: The following were the results of the races and the several matters of business transacted at the meeting, reported by our correspondent. Further particulars will be published in a subsequent issue. Entries close at the office of the Secretary. Terms liberal and on application. Apply to the undersigned for full particulars. By order of the Committee. [6,137,83,194]
section-heading: AUCKLAND TROTTING CLUB. [182,1106,246,1118]
article-text: The following were the results of the races and the several matters of business transacted at the meeting, reported by our correspondent. Further particulars will be published in a subsequent issue. Entries close at the office of the Secretary. Terms liberal and on application. Apply to the undersigned for full particulars. By order of the Committee. [6,1481,83,1537]
article-text: The following were the results of the races and the several matters of business transacted at the meeting, reported by our correspondent. Further particulars will be published in a subsequent issue. Entries close at the office of the Secretary. Terms liberal and on application. Apply to the undersigned for full particulars. By order of the Committee. [6,662,83,719]
article-text: The following were the results of the races and the several matters of business transacted at the meeting, reported by our correspondent. Further particulars will be published in a subsequent issue. Entries close at the office of the Secretary. Terms liberal and on application. Apply to the undersigned for full particulars. By order of the Committee. [6,1714,83,1771]
section-rule [182,1103,246,1104]
article-text: The following were the results of the races and the several matters of business transacted at the meeting, reported by our correspondent. Further particulars will be published in a subsequent issue. Entries close at the office of the Secretary. Terms liberal and on application. Apply to the undersigned for full particulars. By order of the Committee. [176,1129,253,1185]
article-text: The following were the results of the races and the several matters of business transacted at the meeting, reported by our correspondent. Further particulars will be published in a subsequent issue. Entries close at the office of the Secretary. Terms liberal and on application. Apply to the undersigned for full particulars. By order of the Committee. [91,145,168,202]
article-text: The following were the results of the races and the several matters of business transacted at the meeting, reported by our correspondent. Further particulars will be published in a subsequent issue. Entries close at the office of the Secretary. Terms liberal and on application. Apply to the undersigned for full particulars. By order of the Committee. [601,246,678,303]
article-text: advanced, and with Warrior II. to at 10 to 1. The performances of Ampier and George Frederick are interesting. For the Melbourne Cup Haymaker has shortened. [91,36,168,62]
